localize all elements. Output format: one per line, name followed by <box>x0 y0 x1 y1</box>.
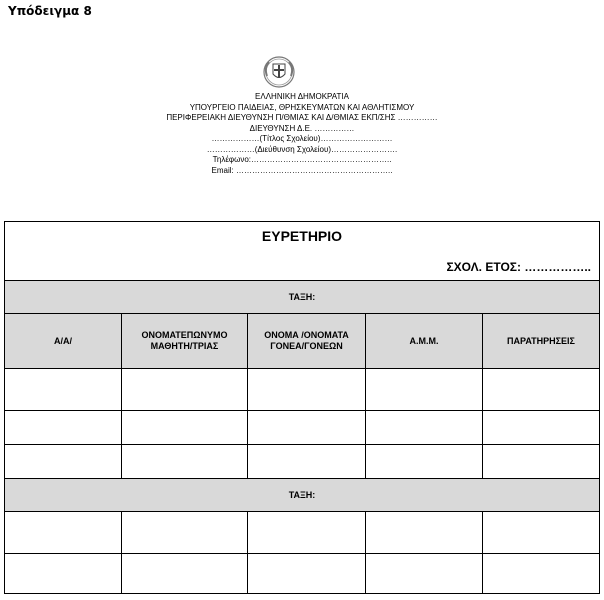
table-row <box>5 411 599 445</box>
table-cell[interactable] <box>5 411 122 444</box>
greek-coat-of-arms-icon <box>260 54 298 90</box>
table-row <box>5 512 599 554</box>
table-row <box>5 369 599 411</box>
register-title: ΕΥΡΕΤΗΡΙΟ <box>261 228 343 244</box>
table-cell[interactable] <box>248 512 366 553</box>
letterhead-regional-directorate: ΠΕΡΙΦΕΡΕΙΑΚΗ ΔΙΕΥΘΥΝΣΗ Π/ΘΜΙΑΣ ΚΑΙ Δ/ΘΜΙΑΣ ΕΚΠ/ΣΗΣ …………… <box>166 113 438 122</box>
column-header-parent-names: ΟΝΟΜΑ /ΟΝΟΜΑΤΑ ΓΟΝΕΑ/ΓΟΝΕΩΝ <box>248 314 366 368</box>
table-cell[interactable] <box>5 554 122 594</box>
table-cell[interactable] <box>366 445 483 478</box>
register-title-block <box>5 222 599 281</box>
table-cell[interactable] <box>5 512 122 553</box>
table-cell[interactable] <box>483 554 599 594</box>
letterhead-school-address: ………………(Διεύθυνση Σχολείου)……………………. <box>206 144 398 154</box>
letterhead-school-title: ………………(Τίτλος Σχολείου)……………………… <box>211 134 393 143</box>
table-cell[interactable] <box>366 554 483 594</box>
letterhead-directorate: ΔΙΕΥΘΥΝΣΗ Δ.Ε. …………… <box>249 123 355 133</box>
table-cell[interactable] <box>483 512 599 553</box>
table-cell[interactable] <box>5 445 122 478</box>
table-cell[interactable] <box>483 369 599 410</box>
register-table <box>4 221 600 594</box>
table-cell[interactable] <box>5 369 122 410</box>
table-cell[interactable] <box>248 369 366 410</box>
table-cell[interactable] <box>248 411 366 444</box>
table-cell[interactable] <box>122 369 248 410</box>
table-cell[interactable] <box>366 411 483 444</box>
letterhead-ministry: ΥΠΟΥΡΓΕΙΟ ΠΑΙΔΕΙΑΣ, ΘΡΗΣΚΕΥΜΑΤΩΝ ΚΑΙ ΑΘΛΗΤΙΣΜΟΥ <box>189 102 415 112</box>
class-section-label: ΤΑΞΗ: <box>5 479 599 512</box>
class-section-label: ΤΑΞΗ: <box>5 281 599 314</box>
table-cell[interactable] <box>366 512 483 553</box>
table-cell[interactable] <box>248 445 366 478</box>
table-row <box>5 554 599 594</box>
table-cell[interactable] <box>122 445 248 478</box>
table-cell[interactable] <box>122 512 248 553</box>
column-header-row <box>5 314 599 369</box>
table-cell[interactable] <box>483 445 599 478</box>
letterhead-phone: Τηλέφωνο:…………………………………………….. <box>212 155 392 164</box>
table-cell[interactable] <box>248 554 366 594</box>
letterhead-email: Email: ………………………………………………….. <box>211 165 393 175</box>
column-header-serial: Α/Α/ <box>5 314 122 368</box>
table-cell[interactable] <box>483 411 599 444</box>
letterhead-country: ΕΛΛΗΝΙΚΗ ΔΗΜΟΚΡΑΤΙΑ <box>255 92 349 101</box>
table-cell[interactable] <box>366 369 483 410</box>
template-label: Υπόδειγμα 8 <box>8 4 92 18</box>
table-cell[interactable] <box>122 554 248 594</box>
table-cell[interactable] <box>122 411 248 444</box>
table-row <box>5 445 599 479</box>
letterhead <box>0 92 604 176</box>
column-header-student-name: ΟΝΟΜΑΤΕΠΩΝΥΜΟ ΜΑΘΗΤΗ/ΤΡΙΑΣ <box>122 314 248 368</box>
column-header-registry-number: Α.Μ.Μ. <box>366 314 483 368</box>
school-year-field: ΣΧΟΛ. ΕΤΟΣ: …………….. <box>446 260 591 274</box>
column-header-remarks: ΠΑΡΑΤΗΡΗΣΕΙΣ <box>507 335 575 346</box>
